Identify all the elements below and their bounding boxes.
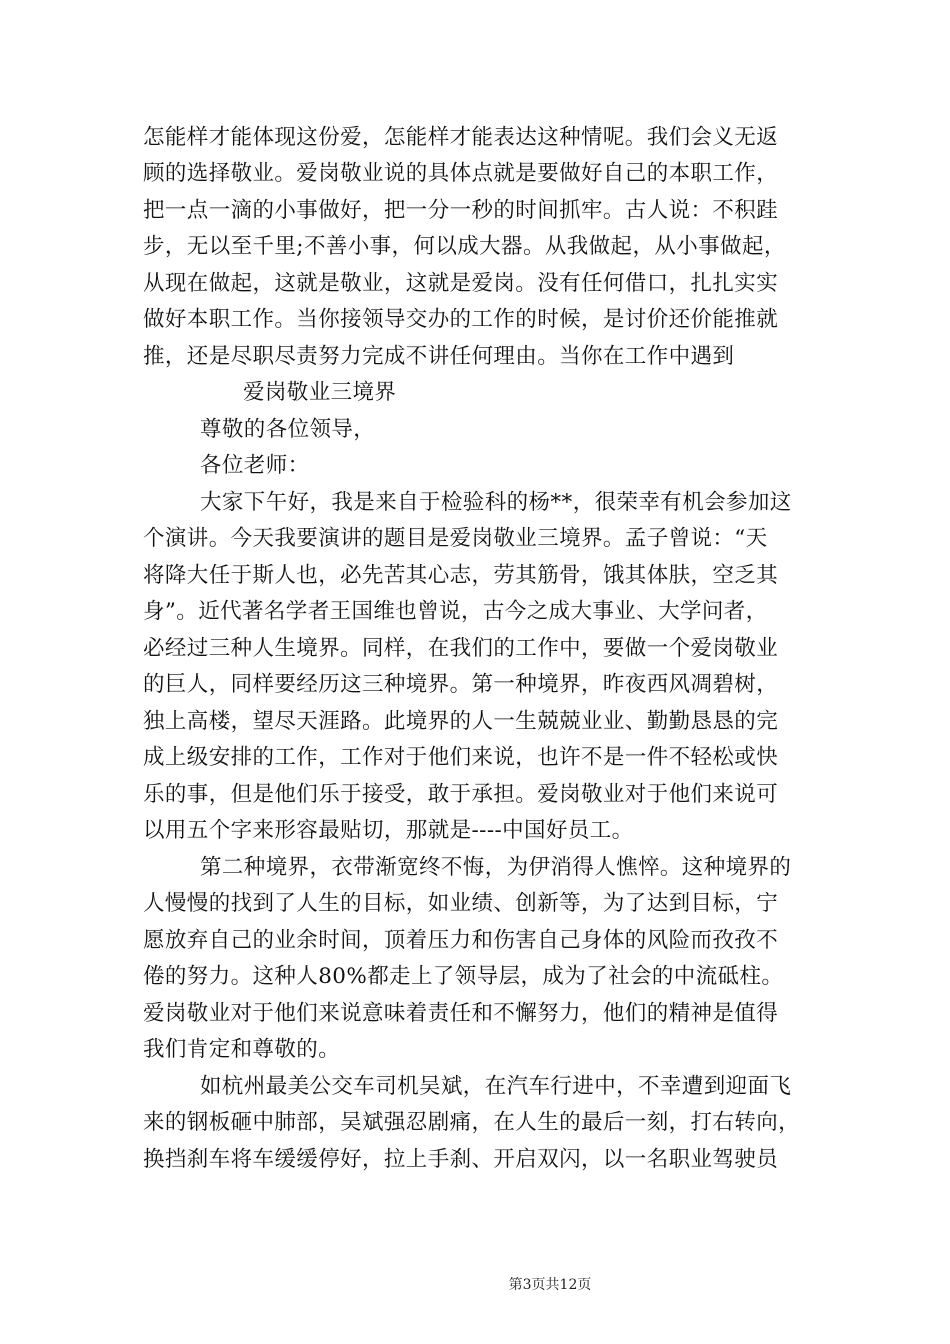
body-text-line: 推，还是尽职尽责努力完成不讲任何理由。当你在工作中遇到	[143, 344, 735, 369]
paragraph-first-line: 大家下午好，我是来自于检验科的杨**，很荣幸有机会参加这	[200, 490, 792, 515]
paragraph-first-line: 如杭州最美公交车司机吴斌，在汽车行进中，不幸遭到迎面飞	[200, 1074, 792, 1099]
body-text-line: 个演讲。今天我要演讲的题目是爱岗敬业三境界。孟子曾说：“天	[143, 526, 768, 551]
body-text-line: 以用五个字来形容最贴切，那就是----中国好员工。	[143, 818, 634, 843]
page-number-footer: 第3页共12页	[508, 1277, 592, 1293]
body-text-line: 我们肯定和尊敬的。	[143, 1037, 341, 1062]
body-text-line: 怎能样才能体现这份爱，怎能样才能表达这种情呢。我们会义无返	[143, 125, 779, 150]
body-text-line: 做好本职工作。当你接领导交办的工作的时候，是讨价还价能推就	[143, 307, 779, 332]
body-text-line: 必经过三种人生境界。同样，在我们的工作中，要做一个爱岗敬业	[143, 636, 779, 661]
body-text-line: 倦的努力。这种人80%都走上了领导层，成为了社会的中流砥柱。	[143, 964, 784, 989]
body-text-line: 的巨人，同样要经历这三种境界。第一种境界，昨夜西风凋碧树，	[143, 672, 779, 697]
section-title: 爱岗敬业三境界	[243, 380, 397, 405]
body-text-line: 步，无以至千里;不善小事，何以成大器。从我做起，从小事做起，	[143, 234, 786, 259]
body-text-line: 人慢慢的找到了人生的目标，如业绩、创新等，为了达到目标，宁	[143, 891, 779, 916]
body-text-line: 从现在做起，这就是敬业，这就是爱岗。没有任何借口，扎扎实实	[143, 271, 779, 296]
paragraph-first-line: 第二种境界，衣带渐宽终不悔，为伊消得人憔悴。这种境界的	[200, 855, 792, 880]
salutation-line: 各位老师：	[200, 453, 310, 478]
body-text-line: 把一点一滴的小事做好，把一分一秒的时间抓牢。古人说：不积跬	[143, 198, 779, 223]
body-text-line: 乐的事，但是他们乐于接受，敢于承担。爱岗敬业对于他们来说可	[143, 782, 779, 807]
body-text-line: 身”。近代著名学者王国维也曾说，古今之成大事业、大学问者，	[143, 599, 768, 624]
body-text-line: 愿放弃自己的业余时间，顶着压力和伤害自己身体的风险而孜孜不	[143, 928, 779, 953]
body-text-line: 独上高楼，望尽天涯路。此境界的人一生兢兢业业、勤勤恳恳的完	[143, 709, 779, 734]
body-text-line: 来的钢板砸中肺部，吴斌强忍剧痛，在人生的最后一刻，打右转向，	[143, 1110, 801, 1135]
body-text-line: 换挡刹车将车缓缓停好，拉上手刹、开启双闪，以一名职业驾驶员	[143, 1147, 779, 1172]
salutation-line: 尊敬的各位领导，	[200, 417, 376, 442]
body-text-line: 将降大任于斯人也，必先苦其心志，劳其筋骨，饿其体肤，空乏其	[143, 563, 779, 588]
body-text-line: 爱岗敬业对于他们来说意味着责任和不懈努力，他们的精神是值得	[143, 1001, 779, 1026]
body-text-line: 成上级安排的工作，工作对于他们来说，也许不是一件不轻松或快	[143, 745, 779, 770]
body-text-line: 顾的选择敬业。爱岗敬业说的具体点就是要做好自己的本职工作，	[143, 161, 779, 186]
